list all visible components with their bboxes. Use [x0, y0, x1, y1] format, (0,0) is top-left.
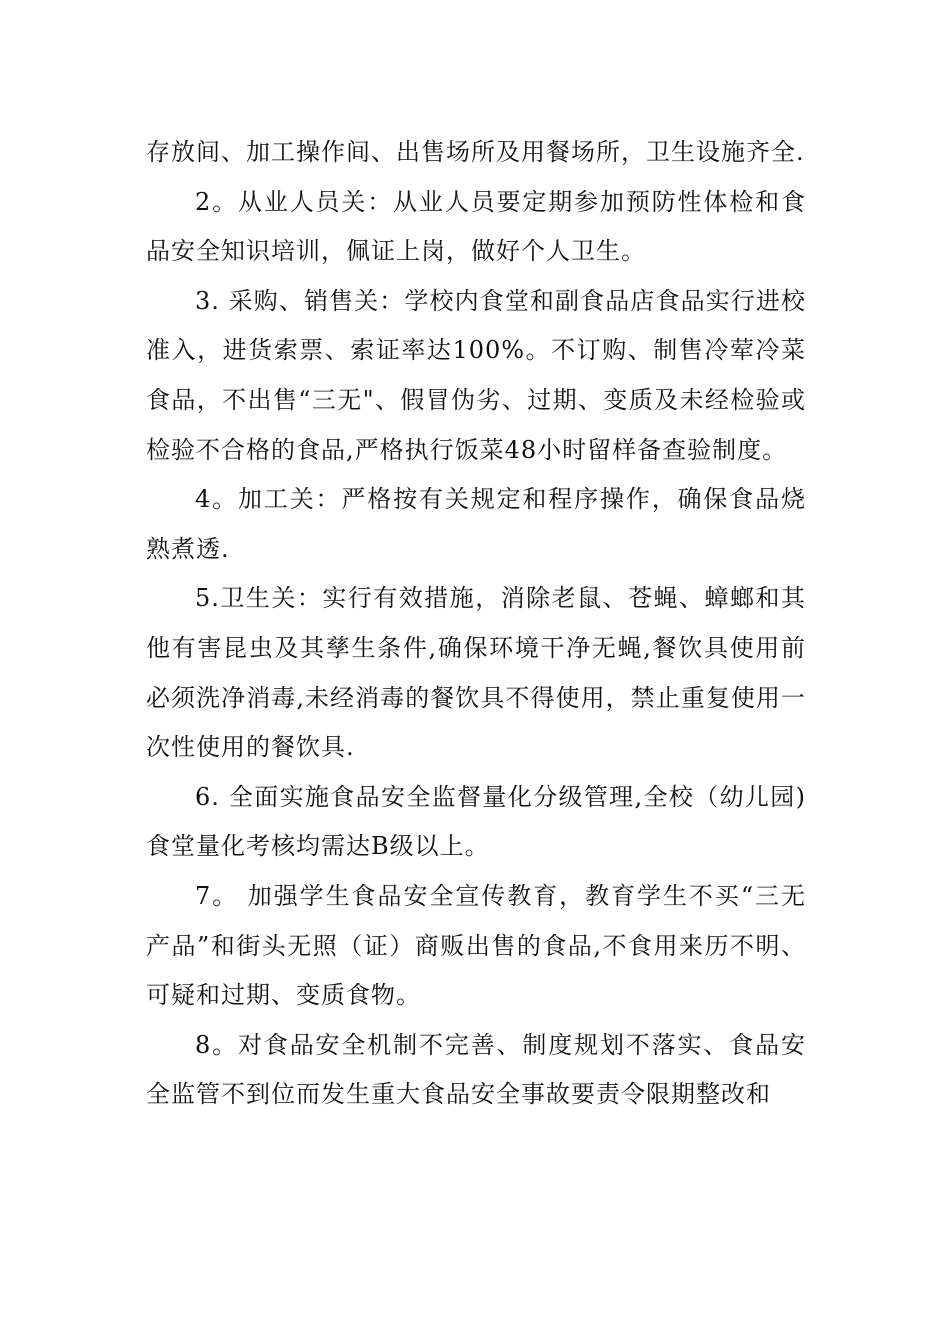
document-body [146, 128, 806, 1120]
paragraph-hygiene: 5.卫生关：实行有效措施，消除老鼠、苍蝇、蟑螂和其他有害昆虫及其孳生条件,确保环境干净无蝇,餐饮具使用前必须洗净消毒,未经消毒的餐饮具不得使用，禁止重复使用一次性使用的餐饮具. [146, 584, 806, 762]
paragraph-accountability: 8。对食品安全机制不完善、制度规划不落实、食品安全监管不到位而发生重大食品安全事故要责令限期整改和 [146, 1030, 806, 1109]
paragraph-supervision: 6. 全面实施食品安全监督量化分级管理,全校（幼儿园)食堂量化考核均需达B级以上。 [146, 782, 806, 861]
paragraph-education: 7。 加强学生食品安全宣传教育，教育学生不买“三无产品”和街头无照（证）商贩出售的食品,不食用来历不明、可疑和过期、变质食物。 [146, 881, 806, 1010]
paragraph-staff: 2。从业人员关：从业人员要定期参加预防性体检和食品安全知识培训，佩证上岗，做好个人卫生。 [146, 187, 806, 266]
paragraph-processing: 4。加工关：严格按有关规定和程序操作，确保食品烧熟煮透. [146, 485, 806, 563]
paragraph-purchasing: 3. 采购、销售关：学校内食堂和副食品店食品实行进校准入，进货索票、索证率达100%。不订购、制售冷荤冷菜食品，不出售“三无"、假冒伪劣、过期、变质及未经检验或检验不合格的食品,严格执行饭菜48小时留样备查验制度。 [146, 286, 806, 464]
paragraph-continuation: 存放间、加工操作间、出售场所及用餐场所，卫生设施齐全. [146, 138, 805, 166]
